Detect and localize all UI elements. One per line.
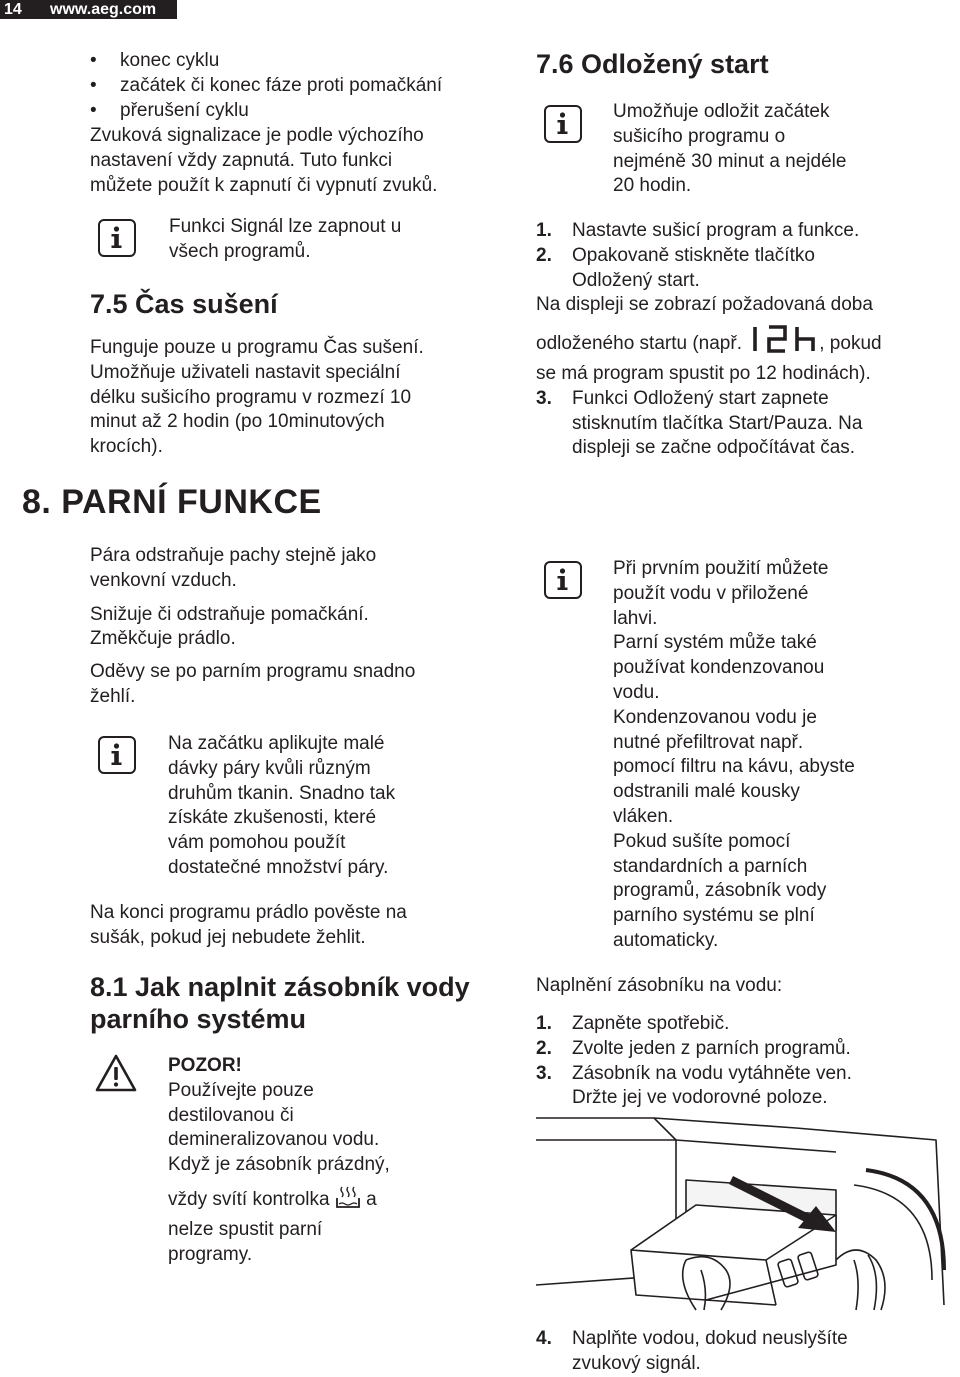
text-line: odstranili malé kousky bbox=[613, 781, 800, 803]
text-line: demineralizovanou vodu. bbox=[168, 1129, 380, 1151]
bullet-list bbox=[90, 49, 510, 123]
text-line: Když je zásobník prázdný, bbox=[168, 1154, 390, 1176]
text-line: programy. bbox=[168, 1243, 253, 1265]
text-line: nastavení vždy zapnutá. Tuto funkci bbox=[90, 149, 393, 171]
text-line: Pára odstraňuje pachy stejně jako bbox=[90, 545, 377, 566]
text-line: nutné přefiltrovat např. bbox=[613, 731, 804, 753]
text-line: Funkci Odložený start zapnete bbox=[572, 387, 829, 409]
step-number: 4. bbox=[536, 1328, 552, 1349]
text-line: Parní systém může také bbox=[613, 632, 817, 654]
text-line: druhům tkanin. Snadno tak bbox=[168, 782, 396, 804]
text-line: Naplňte vodou, dokud neuslyšíte bbox=[572, 1328, 848, 1349]
text-line: Snižuje či odstraňuje pomačkání. bbox=[90, 603, 369, 625]
section-title-8-1 bbox=[90, 971, 520, 1035]
list-item bbox=[536, 1327, 946, 1377]
text-line: minut až 2 hodin (po 10minutových bbox=[90, 411, 385, 433]
text-line: dávky páry kvůli různým bbox=[168, 757, 371, 779]
text-line: Při prvním použití můžete bbox=[613, 558, 829, 579]
text-line: 20 hodin. bbox=[613, 175, 692, 197]
step-number: 2. bbox=[536, 1037, 552, 1059]
text-line: destilovanou či bbox=[168, 1104, 294, 1126]
drying-rack-note bbox=[90, 901, 520, 951]
text-line: Kondenzovanou vodu je bbox=[613, 706, 817, 728]
step-number: 3. bbox=[536, 1062, 552, 1084]
text-line: Změkčuje prádlo. bbox=[90, 628, 236, 650]
text-line: lahvi. bbox=[613, 607, 658, 629]
text-line bbox=[536, 324, 946, 362]
caution-title: POZOR! bbox=[168, 1055, 242, 1076]
text-line: venkovní vzduch. bbox=[90, 569, 237, 591]
text-line: vám pomohou použít bbox=[168, 832, 346, 854]
fill-step-4 bbox=[536, 1327, 946, 1377]
list-item bbox=[536, 1012, 946, 1037]
sound-note bbox=[90, 124, 520, 198]
text-line: sušák, pokud jej nebudete žehlit. bbox=[90, 926, 366, 948]
info-icon bbox=[98, 736, 136, 774]
text-line: parního systému se plní bbox=[613, 905, 815, 927]
text-line: vodu. bbox=[613, 681, 660, 703]
text-span: , pokud bbox=[819, 333, 882, 355]
text-line: automaticky. bbox=[613, 929, 719, 951]
title-line: parního systému bbox=[90, 1004, 307, 1034]
text-line bbox=[168, 1184, 508, 1218]
text-span: odloženého startu (např. bbox=[536, 333, 742, 355]
text-line: dostatečné množství páry. bbox=[168, 856, 389, 878]
text-line: Na konci programu prádlo pověste na bbox=[90, 902, 407, 923]
step-number: 2. bbox=[536, 244, 552, 266]
text-line: krocích). bbox=[90, 436, 163, 458]
text-line: žehlí. bbox=[90, 685, 136, 707]
text-line: Pokud sušíte pomocí bbox=[613, 830, 791, 852]
info-icon bbox=[544, 105, 582, 143]
lcd-digits-12h bbox=[747, 324, 819, 354]
list-item: • konec cyklu bbox=[90, 49, 510, 74]
section-title-7-5: 7.5 Čas sušení bbox=[90, 289, 278, 319]
text-line: Na displeji se zobrazí požadovaná doba bbox=[536, 294, 873, 316]
text-line: délku sušicího programu v rozmezí 10 bbox=[90, 386, 412, 408]
text-line: Držte jej ve vodorovné poloze. bbox=[572, 1087, 828, 1109]
step-text: Nastavte sušicí program a funkce. bbox=[572, 220, 860, 241]
text-line: Umožňuje odložit začátek bbox=[613, 101, 830, 122]
step-text bbox=[572, 1327, 848, 1377]
step-text bbox=[572, 1062, 852, 1112]
step-number: 1. bbox=[536, 220, 552, 241]
warning-icon bbox=[94, 1053, 138, 1093]
text-span: vždy svítí kontrolka bbox=[168, 1188, 330, 1210]
text-line: Používejte pouze bbox=[168, 1079, 314, 1101]
text-line: stisknutím tlačítka Start/Pauza. Na bbox=[572, 412, 863, 434]
text-line: Na začátku aplikujte malé bbox=[168, 733, 385, 754]
section-title-8: 8. PARNÍ FUNKCE bbox=[22, 483, 322, 521]
signal-info-text bbox=[169, 215, 499, 265]
section-8-body bbox=[90, 544, 520, 710]
text-line: se má program spustit po 12 hodinách). bbox=[536, 362, 871, 384]
fill-steps bbox=[536, 1012, 946, 1111]
list-item: • začátek či konec fáze proti pomačkání bbox=[90, 74, 510, 99]
steam-tank-empty-icon bbox=[335, 1184, 361, 1218]
steam-water-info bbox=[613, 557, 943, 954]
list-item bbox=[536, 387, 946, 461]
step-number: 1. bbox=[536, 1013, 552, 1034]
list-item: • přerušení cyklu bbox=[90, 99, 510, 124]
text-line: nelze spustit parní bbox=[168, 1218, 323, 1240]
text-line: programů, zásobník vody bbox=[613, 880, 827, 902]
text-line: Zásobník na vodu vytáhněte ven. bbox=[572, 1062, 852, 1084]
text-line: zvukový signál. bbox=[572, 1352, 701, 1374]
steam-tip-text bbox=[168, 732, 498, 881]
page-number: 14 bbox=[4, 1, 22, 18]
text-line: vláken. bbox=[613, 805, 674, 827]
text-line: použít vodu v přiložené bbox=[613, 582, 809, 604]
site-url: www.aeg.com bbox=[50, 1, 157, 18]
text-line: Zvuková signalizace je podle výchozího bbox=[90, 125, 424, 146]
text-line: používat kondenzovanou bbox=[613, 657, 825, 679]
list-item bbox=[536, 1037, 946, 1062]
caution-block bbox=[168, 1054, 508, 1267]
display-readout bbox=[747, 324, 819, 362]
step-number: 3. bbox=[536, 387, 552, 409]
delay-start-steps bbox=[536, 219, 946, 461]
section-title-7-6: 7.6 Odložený start bbox=[536, 49, 769, 79]
step-text bbox=[572, 387, 862, 461]
title-line: 8.1 Jak naplnit zásobník vody bbox=[90, 972, 470, 1002]
text-line: můžete použít k zapnutí či vypnutí zvuků. bbox=[90, 174, 438, 196]
info-icon bbox=[98, 219, 136, 257]
step-text bbox=[572, 244, 815, 294]
text-line: Funkci Signál lze zapnout u bbox=[169, 216, 402, 237]
step-text: Zapněte spotřebič. bbox=[572, 1013, 730, 1034]
text-line: získáte zkušenosti, které bbox=[168, 807, 377, 829]
section-7-5-body bbox=[90, 336, 520, 460]
delay-start-info bbox=[613, 100, 943, 199]
text-line: Oděvy se po parním programu snadno bbox=[90, 661, 416, 683]
list-item bbox=[536, 219, 946, 244]
text-line: standardních a parních bbox=[613, 855, 808, 877]
text-line: displeji se začne odpočítávat čas. bbox=[572, 437, 856, 459]
text-line: Odložený start. bbox=[572, 269, 700, 291]
water-container-illustration bbox=[536, 1110, 946, 1312]
text-line: nejméně 30 minut a nejdéle bbox=[613, 150, 847, 172]
list-item bbox=[536, 1062, 946, 1112]
text-span: a bbox=[366, 1188, 377, 1210]
text-line: všech programů. bbox=[169, 240, 311, 262]
text-line: Umožňuje uživateli nastavit speciální bbox=[90, 361, 401, 383]
info-icon bbox=[544, 561, 582, 599]
dryer-drawer-drawing bbox=[536, 1110, 946, 1312]
list-item bbox=[536, 244, 946, 294]
text-line: Opakovaně stiskněte tlačítko bbox=[572, 244, 815, 266]
text-line: pomocí filtru na kávu, abyste bbox=[613, 756, 855, 778]
fill-title: Naplnění zásobníku na vodu: bbox=[536, 975, 783, 996]
step-text: Zvolte jeden z parních programů. bbox=[572, 1037, 851, 1059]
text-line: sušicího programu o bbox=[613, 125, 786, 147]
text-line: Funguje pouze u programu Čas sušení. bbox=[90, 337, 424, 358]
page-header-bar bbox=[0, 0, 177, 19]
